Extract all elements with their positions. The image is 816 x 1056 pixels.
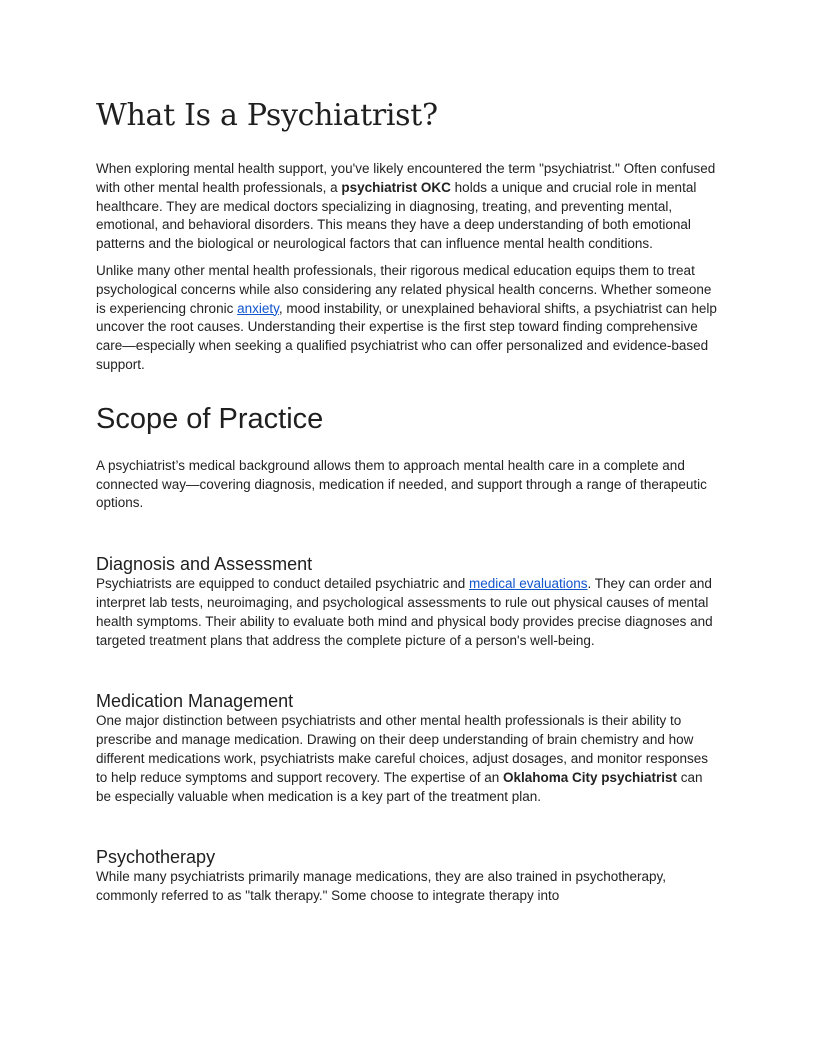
psychotherapy-heading: Psychotherapy <box>96 847 216 868</box>
medical-evaluations-link[interactable]: medical evaluations <box>468 576 588 592</box>
psychotherapy-paragraph: While many psychiatrists primarily manage medications, they are also trained in psychotherapy, commonly referred to as "talk therapy." Some choose to integrate therapy into <box>96 869 666 904</box>
intro-p1-bold-keyword: psychiatrist OKC <box>341 179 451 195</box>
page-title: What Is a Psychiatrist? <box>96 98 438 133</box>
intro-p2-text-end: , mood instability, or unexplained behavioral shifts, a psychiatrist can help uncover the root causes. Understanding their expertise is the first step toward finding comprehensive care—especially when seeking a qualified psychiatrist who can offer personalized and evidence-based support. <box>96 300 717 372</box>
medication-bold-keyword: Oklahoma City psychiatrist <box>502 769 678 785</box>
anxiety-link[interactable]: anxiety <box>237 300 279 316</box>
medication-paragraph <box>96 712 720 806</box>
medication-text-start: One major distinction between psychiatrists and other mental health professionals is their ability to prescribe and manage medication. Drawing on their deep understanding of brain chemistry and how different medications work, psychiatrists make careful choices, adjust dosages, and monitor responses to help reduce symptoms and support recovery. The expertise of an <box>96 713 709 785</box>
diagnosis-text-end: . They can order and interpret lab tests, neuroimaging, and psychological assessments to rule out physical causes of mental health symptoms. Their ability to evaluate both mind and physical body provides precise diagnoses and targeted treatment plans that address the complete picture of a person's well-being. <box>96 576 713 648</box>
diagnosis-paragraph <box>96 575 720 650</box>
intro-p1-text-end: holds a unique and crucial role in mental healthcare. They are medical doctors specializing in diagnosing, treating, and preventing mental, emotional, and behavioral disorders. This means they have a deep understanding of both emotional patterns and the biological or neurological factors that can influence mental health conditions. <box>96 179 697 252</box>
medication-text-end: can be especially valuable when medication is a key part of the treatment plan. <box>96 769 703 804</box>
intro-paragraph-1 <box>96 160 720 254</box>
scope-intro-paragraph: A psychiatrist’s medical background allows them to approach mental health care in a complete and connected way—covering diagnosis, medication if needed, and support through a range of therapeutic options. <box>96 457 707 511</box>
diagnosis-text-start: Psychiatrists are equipped to conduct detailed psychiatric and <box>96 576 469 592</box>
intro-p2-text-start: Unlike many other mental health professionals, their rigorous medical education equips them to treat psychological concerns while also considering any related physical health concerns. Whether someone is experiencing chronic <box>96 262 712 316</box>
diagnosis-heading: Diagnosis and Assessment <box>96 554 313 575</box>
intro-paragraph-2 <box>96 262 720 375</box>
intro-p1-text-start: When exploring mental health support, you've likely encountered the term "psychiatrist." Often confused with other mental health professionals, a <box>96 161 716 195</box>
medication-section <box>96 690 720 806</box>
document-page <box>96 94 720 914</box>
medication-heading: Medication Management <box>96 691 294 712</box>
diagnosis-section <box>96 553 720 650</box>
psychotherapy-section <box>96 846 720 906</box>
scope-heading: Scope of Practice <box>96 402 324 435</box>
